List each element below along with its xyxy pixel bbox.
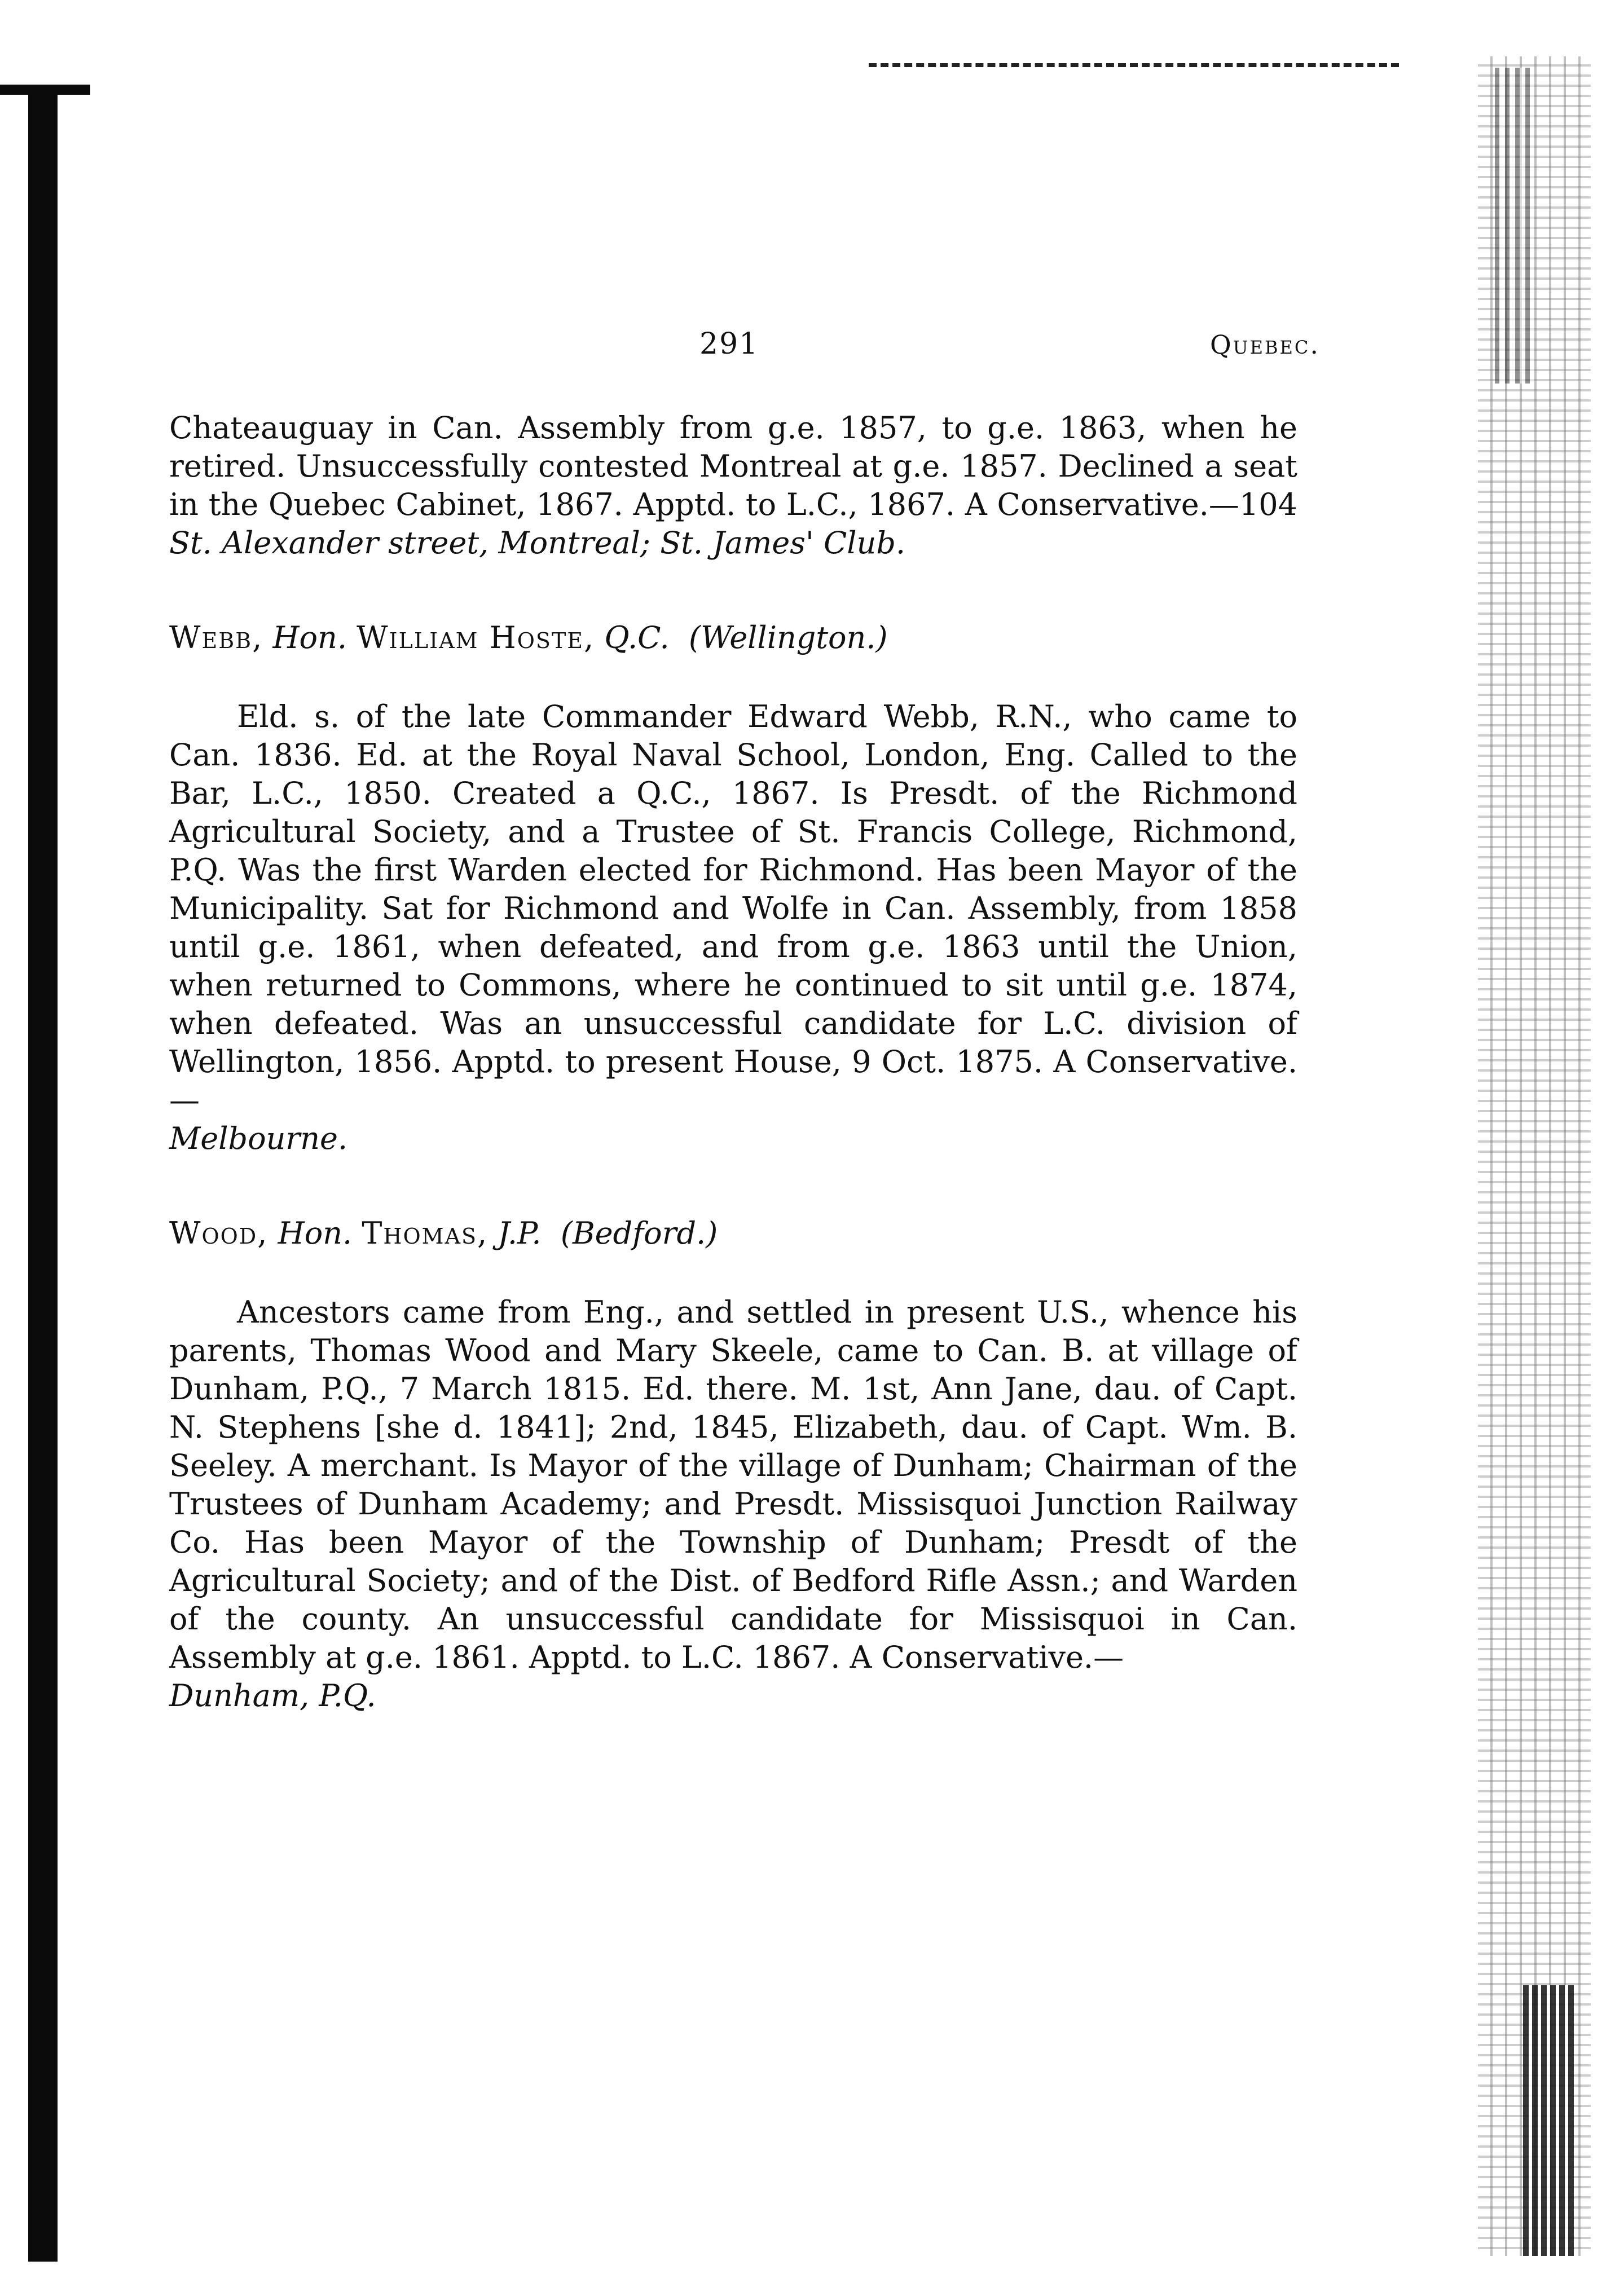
entry-heading-webb [169, 619, 1297, 657]
binding-shadow [28, 85, 58, 2262]
page-content [169, 409, 1297, 1715]
continuation-paragraph [169, 409, 1297, 562]
page-edge-noise-bottom [1523, 1985, 1574, 2256]
entry-honorific: Hon. [272, 620, 347, 655]
page-header [169, 327, 1320, 372]
binding-shadow-cap [0, 85, 90, 95]
entry-body-webb [169, 698, 1297, 1158]
entry-surname: Wood, [169, 1215, 269, 1251]
entry-body-text: Eld. s. of the late Commander Edward Webb, R.N., who came to Can. 1836. Ed. at the Royal Naval School, London, Eng. Called to the Bar, L.C., 1850. Created a Q.C., 1867. Is Presdt. of the Richmond Agricultural Society, and a Trustee of St. Francis College, Richmond, P.Q. Was the first Warden elected for Richmond. Has been Mayor of the Municipality. Sat for Richmond and Wolfe in Can. Assembly, from 1858 until g.e. 1861, when defeated, and from g.e. 1863 until the Union, when returned to Commons, where he continued to sit until g.e. 1874, when defeated. Was an unsuccessful candidate for L.C. division of Wellington, 1856. Apptd. to present House, 9 Oct. 1875. A Conservative.— [169, 699, 1297, 1118]
entry-given-names: William Hoste, [357, 620, 595, 655]
entry-given-names: Thomas, [362, 1215, 489, 1251]
page-number: 291 [699, 327, 759, 361]
entry-body-wood [169, 1293, 1297, 1715]
entry-heading-wood [169, 1214, 1297, 1253]
continuation-text: Chateauguay in Can. Assembly from g.e. 1857, to g.e. 1863, when he retired. Unsuccessfully contested Montreal at g.e. 1857. Declined a seat in the Quebec Cabinet, 1867. Apptd. to L.C., 1867. A Conservative.—104 [169, 410, 1297, 522]
entry-division: (Wellington.) [689, 620, 888, 655]
top-rule [869, 63, 1399, 67]
entry-division: (Bedford.) [560, 1215, 718, 1251]
entry-address: Dunham, P.Q. [169, 1678, 376, 1713]
entry-body-text: Ancestors came from Eng., and settled in present U.S., whence his parents, Thomas Wood and Mary Skeele, came to Can. B. at village of Dunham, P.Q., 7 March 1815. Ed. there. M. 1st, Ann Jane, dau. of Capt. N. Stephens [she d. 1841]; 2nd, 1845, Elizabeth, dau. of Capt. Wm. B. Seeley. A merchant. Is Mayor of the village of Dunham; Chairman of the Trustees of Dunham Academy; and Presdt. Missisquoi Junction Railway Co. Has been Mayor of the Township of Dunham; Presdt of the Agricultural Society; and of the Dist. of Bedford Rifle Assn.; and Warden of the county. An unsuccessful candidate for Missisquoi in Can. Assembly at g.e. 1861. Apptd. to L.C. 1867. A Conservative.— [169, 1294, 1297, 1675]
continuation-address: St. Alexander street, Montreal; St. James' Club. [169, 525, 906, 561]
page-edge-noise-top [1495, 68, 1534, 384]
entry-surname: Webb, [169, 620, 263, 655]
entry-postnominal: J.P. [498, 1215, 542, 1251]
page-edge-noise [1478, 56, 1591, 2256]
entry-postnominal: Q.C. [604, 620, 670, 655]
entry-address: Melbourne. [169, 1121, 348, 1156]
running-head: Quebec. [1209, 329, 1320, 360]
entry-honorific: Hon. [278, 1215, 353, 1251]
